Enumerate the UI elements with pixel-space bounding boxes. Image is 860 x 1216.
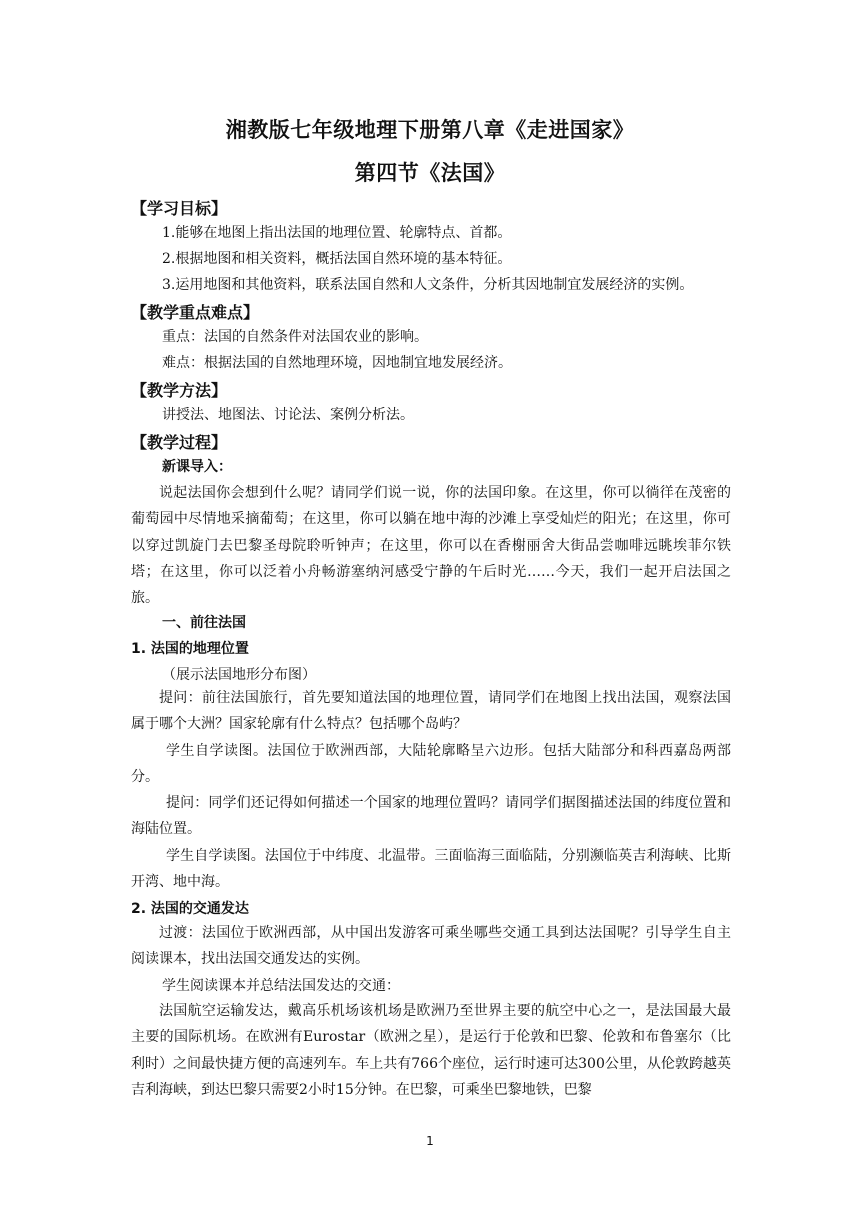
- question-2: 提问：同学们还记得如何描述一个国家的地理位置吗？请同学们据图描述法国的纬度位置和海陆位置。: [131, 795, 731, 838]
- keypoints-heading: 【教学重点难点】: [131, 303, 260, 322]
- part1-heading: 一、前往法国: [162, 615, 246, 631]
- answer-1: 学生自学读图。法国位于欧洲西部，大陆轮廓略呈六边形。包括大陆部分和科西嘉岛两部分。: [131, 743, 731, 786]
- transport-paragraph: 法国航空运输发达，戴高乐机场该机场是欧洲乃至世界主要的航空中心之一，是法国最大最主要的国际机场。在欧洲有Eurostar（欧洲之星），是运行于伦敦和巴黎、伦敦和布鲁塞尔（比利时）之间最快捷方便的高速列车。车上共有766个座位，运行时速可达300公里，从伦敦跨越英吉利海峡，到达巴黎只需要2小时15分钟。在巴黎，可乘坐巴黎地铁，巴黎: [131, 1003, 731, 1098]
- objective-item-2: 2.根据地图和相关资料，概括法国自然环境的基本特征。: [162, 251, 512, 267]
- question-1: 提问：前往法国旅行，首先要知道法国的地理位置，请同学们在地图上找出法国，观察法国属于哪个大洲？国家轮廓有什么特点？包括哪个岛屿？: [131, 690, 731, 733]
- page-number: 1: [426, 1134, 434, 1148]
- objectives-heading: 【学习目标】: [131, 199, 228, 218]
- intro-paragraph: 说起法国你会想到什么呢？请同学们说一说，你的法国印象。在这里，你可以徜徉在茂密的葡萄园中尽情地采摘葡萄；在这里，你可以躺在地中海的沙滩上享受灿烂的阳光；在这里，你可以穿过凯旋门去巴黎圣母院聆听钟声；在这里，你可以在香榭丽舍大街品尝咖啡远眺埃菲尔铁塔；在这里，你可以泛着小舟畅游塞纳河感受宁静的午后时光……今天，我们一起开启法国之旅。: [131, 485, 731, 607]
- reading-note: 学生阅读课本并总结法国发达的交通：: [162, 978, 400, 994]
- intro-label: 新课导入：: [162, 459, 232, 475]
- transport-heading: 2. 法国的交通发达: [131, 901, 249, 917]
- objective-item-1: 1.能够在地图上指出法国的地理位置、轮廓特点、首都。: [162, 225, 512, 241]
- document-title: 湘教版七年级地理下册第八章《走进国家》: [225, 118, 635, 142]
- answer-2: 学生自学读图。法国位于中纬度、北温带。三面临海三面临陆，分别濒临英吉利海峡、比斯开湾、地中海。: [131, 848, 731, 891]
- show-map-note: （展示法国地形分布图）: [162, 667, 316, 683]
- document-subtitle: 第四节《法国》: [354, 161, 506, 185]
- objective-item-3: 3.运用地图和其他资料，联系法国自然和人文条件，分析其因地制宜发展经济的实例。: [162, 277, 694, 293]
- difficulty-text: 难点：根据法国的自然地理环境，因地制宜地发展经济。: [162, 355, 512, 371]
- method-heading: 【教学方法】: [131, 381, 228, 400]
- transition-paragraph: 过渡：法国位于欧洲西部，从中国出发游客可乘坐哪些交通工具到达法国呢？引导学生自主阅读课本，找出法国交通发达的实例。: [131, 925, 731, 968]
- method-text: 讲授法、地图法、讨论法、案例分析法。: [162, 407, 414, 423]
- location-heading: 1. 法国的地理位置: [131, 641, 249, 657]
- keypoint-text: 重点：法国的自然条件对法国农业的影响。: [162, 329, 428, 345]
- process-heading: 【教学过程】: [131, 433, 228, 452]
